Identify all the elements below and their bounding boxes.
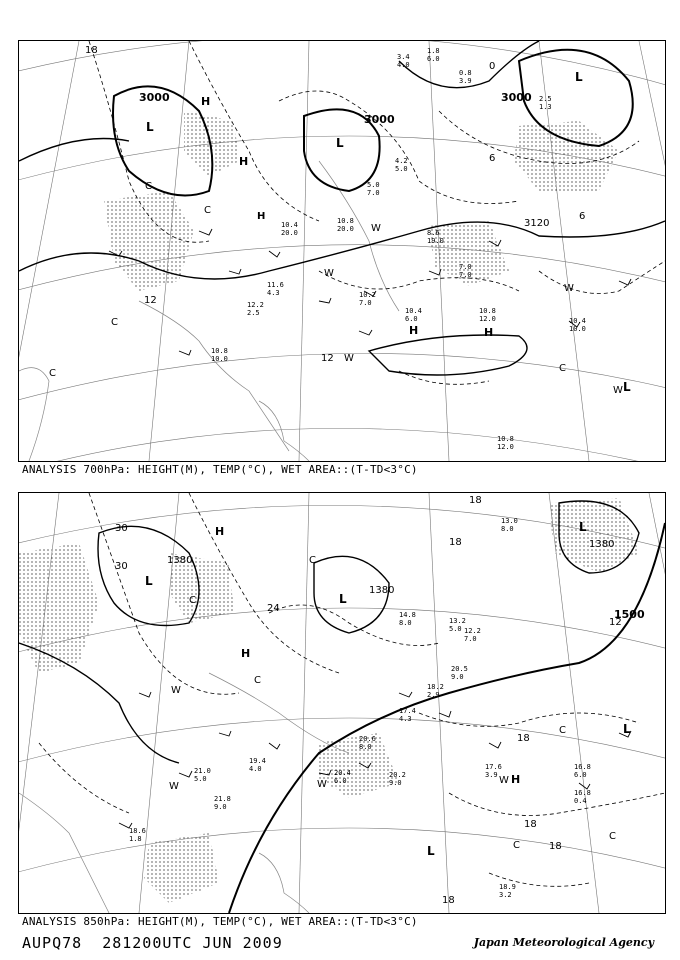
station-dewpoint-depression: 7.0 bbox=[359, 299, 372, 307]
station-temp: 11.6 bbox=[267, 281, 284, 289]
cold-mark: C bbox=[559, 363, 566, 374]
warm-mark: W bbox=[371, 223, 381, 234]
station-dewpoint-depression: 5.0 bbox=[395, 165, 408, 173]
warm-mark: W bbox=[344, 353, 354, 364]
station-temp: 2.5 bbox=[539, 95, 552, 103]
station-temp: 10.8 bbox=[211, 347, 228, 355]
station-dewpoint-depression: 7.0 bbox=[459, 271, 472, 279]
station-temp: 17.4 bbox=[399, 707, 416, 715]
chart-id: AUPQ78 bbox=[22, 934, 83, 952]
station-dewpoint-depression: 0.4 bbox=[574, 797, 587, 805]
map-panel-700hpa bbox=[18, 40, 666, 462]
station-temp: 21.0 bbox=[194, 767, 211, 775]
station-dewpoint-depression: 6.0 bbox=[427, 55, 440, 63]
isotherm-label: 18 bbox=[85, 45, 98, 56]
isotherm-label: 18 bbox=[517, 733, 530, 744]
station-temp: 8.6 bbox=[427, 229, 440, 237]
contour-label: 1500 bbox=[614, 608, 645, 621]
station-temp: 20.2 bbox=[389, 771, 406, 779]
station-temp: 10.8 bbox=[479, 307, 496, 315]
low-center: L bbox=[623, 380, 631, 394]
station-temp: 18.6 bbox=[129, 827, 146, 835]
map-panel-850hpa bbox=[18, 492, 666, 914]
cold-mark: C bbox=[189, 595, 196, 606]
high-center: H bbox=[257, 211, 266, 222]
warm-mark: W bbox=[499, 775, 509, 786]
isotherm-label: 18 bbox=[449, 537, 462, 548]
isotherm-label: 6 bbox=[579, 211, 586, 222]
station-temp: 13.0 bbox=[501, 517, 518, 525]
low-center: L bbox=[575, 70, 583, 84]
low-center: L bbox=[339, 592, 347, 606]
station-temp: 20.4 bbox=[334, 769, 351, 777]
station-dewpoint-depression: 20.0 bbox=[337, 225, 354, 233]
warm-mark: W bbox=[317, 779, 327, 790]
isotherm-label: 18 bbox=[524, 819, 537, 830]
caption-700hpa: ANALYSIS 700hPa: HEIGHT(M), TEMP(°C), WET AREA::(T-TD<3°C) bbox=[22, 463, 418, 476]
station-temp: 12.2 bbox=[464, 627, 481, 635]
station-plots bbox=[211, 47, 586, 451]
station-dewpoint-depression: 3.9 bbox=[485, 771, 498, 779]
station-temp: 18.2 bbox=[427, 683, 444, 691]
station-temp: 10.2 bbox=[359, 291, 376, 299]
station-temp: 19.4 bbox=[249, 757, 266, 765]
high-center: H bbox=[511, 773, 521, 786]
low-center: L bbox=[427, 844, 435, 858]
warm-mark: W bbox=[171, 685, 181, 696]
station-dewpoint-depression: 8.0 bbox=[501, 525, 514, 533]
contour-label: 3120 bbox=[524, 218, 550, 229]
station-dewpoint-depression: 9.0 bbox=[451, 673, 464, 681]
low-center: L bbox=[145, 574, 153, 588]
contour-label: 1380 bbox=[589, 539, 615, 550]
station-temp: 1.8 bbox=[427, 47, 440, 55]
station-temp: 0.8 bbox=[459, 69, 472, 77]
station-dewpoint-depression: 7.0 bbox=[367, 189, 380, 197]
cold-mark: C bbox=[111, 317, 118, 328]
station-temp: 3.4 bbox=[397, 53, 410, 61]
caption-850hpa: ANALYSIS 850hPa: HEIGHT(M), TEMP(°C), WET AREA::(T-TD<3°C) bbox=[22, 915, 418, 928]
valid-time: 281200UTC JUN 2009 bbox=[102, 934, 283, 952]
station-dewpoint-depression: 3.9 bbox=[459, 77, 472, 85]
contour-label: 3000 bbox=[139, 91, 170, 104]
station-temp: 12.2 bbox=[247, 301, 264, 309]
warm-mark: W bbox=[613, 385, 623, 396]
station-dewpoint-depression: 8.0 bbox=[399, 619, 412, 627]
map-700hpa-svg bbox=[19, 41, 665, 461]
isotherm-label: 24 bbox=[267, 603, 280, 614]
warm-mark: W bbox=[169, 781, 179, 792]
station-dewpoint-depression: 4.0 bbox=[397, 61, 410, 69]
cold-mark: C bbox=[145, 181, 152, 192]
station-dewpoint-depression: 4.0 bbox=[249, 765, 262, 773]
high-center: H bbox=[239, 155, 249, 168]
station-temp: 10.4 bbox=[569, 317, 586, 325]
isotherm-label: 6 bbox=[489, 153, 496, 164]
station-dewpoint-depression: 4.3 bbox=[399, 715, 412, 723]
high-center: H bbox=[201, 95, 211, 108]
chart-footer bbox=[22, 934, 283, 952]
isotherm-label: 30 bbox=[115, 523, 128, 534]
map-850hpa-svg bbox=[19, 493, 665, 913]
contour-label: 3000 bbox=[501, 91, 532, 104]
high-center: H bbox=[409, 324, 419, 337]
station-dewpoint-depression: 3.2 bbox=[499, 891, 512, 899]
station-dewpoint-depression: 9.0 bbox=[389, 779, 402, 787]
station-dewpoint-depression: 2.9 bbox=[427, 691, 440, 699]
station-temp: 13.2 bbox=[449, 617, 466, 625]
station-dewpoint-depression: 8.0 bbox=[359, 743, 372, 751]
station-temp: 16.8 bbox=[574, 763, 591, 771]
low-center: L bbox=[146, 120, 154, 134]
station-dewpoint-depression: 9.0 bbox=[214, 803, 227, 811]
cold-mark: C bbox=[559, 725, 566, 736]
station-dewpoint-depression: 12.0 bbox=[479, 315, 496, 323]
station-temp: 10.8 bbox=[497, 435, 514, 443]
station-dewpoint-depression: 6.0 bbox=[405, 315, 418, 323]
station-temp: 10.4 bbox=[405, 307, 422, 315]
cold-mark: C bbox=[49, 368, 56, 379]
isotherm-label: 12 bbox=[609, 617, 622, 628]
low-center: L bbox=[579, 520, 587, 534]
station-dewpoint-depression: 12.0 bbox=[497, 443, 514, 451]
wet-area bbox=[19, 498, 639, 903]
station-dewpoint-depression: 10.0 bbox=[569, 325, 586, 333]
station-dewpoint-depression: 7.0 bbox=[464, 635, 477, 643]
station-temp: 21.8 bbox=[214, 795, 231, 803]
cold-mark: C bbox=[309, 555, 316, 566]
contour-label: 1380 bbox=[167, 555, 193, 566]
station-dewpoint-depression: 6.0 bbox=[574, 771, 587, 779]
high-center: H bbox=[241, 647, 251, 660]
station-dewpoint-depression: 20.0 bbox=[281, 229, 298, 237]
cold-mark: C bbox=[513, 840, 520, 851]
high-center: H bbox=[215, 525, 225, 538]
station-dewpoint-depression: 5.0 bbox=[194, 775, 207, 783]
cold-mark: C bbox=[204, 205, 211, 216]
low-center: L bbox=[623, 722, 631, 736]
isotherm-label: 12 bbox=[321, 353, 334, 364]
contour-label: 1380 bbox=[369, 585, 395, 596]
station-temp: 10.8 bbox=[337, 217, 354, 225]
warm-mark: W bbox=[564, 283, 574, 294]
wet-area bbox=[104, 111, 619, 291]
station-temp: 18.9 bbox=[499, 883, 516, 891]
station-dewpoint-depression: 19.0 bbox=[427, 237, 444, 245]
isotherm-label: 30 bbox=[115, 561, 128, 572]
isotherm-label: 18 bbox=[442, 895, 455, 906]
station-dewpoint-depression: 10.0 bbox=[211, 355, 228, 363]
station-temp: 16.8 bbox=[574, 789, 591, 797]
station-dewpoint-depression: 6.0 bbox=[334, 777, 347, 785]
station-temp: 5.0 bbox=[367, 181, 380, 189]
high-center: H bbox=[484, 326, 494, 339]
station-temp: 14.8 bbox=[399, 611, 416, 619]
station-temp: 10.4 bbox=[281, 221, 298, 229]
station-temp: 4.2 bbox=[395, 157, 408, 165]
contour-label: 3000 bbox=[364, 113, 395, 126]
station-temp: 20.6 bbox=[359, 735, 376, 743]
isotherm-label: 0 bbox=[489, 61, 496, 72]
station-dewpoint-depression: 1.8 bbox=[129, 835, 142, 843]
warm-mark: W bbox=[324, 268, 334, 279]
station-temp: 7.0 bbox=[459, 263, 472, 271]
station-dewpoint-depression: 5.0 bbox=[449, 625, 462, 633]
isotherm-label: 18 bbox=[549, 841, 562, 852]
low-center: L bbox=[336, 136, 344, 150]
cold-mark: C bbox=[254, 675, 261, 686]
isotherm-label: 18 bbox=[469, 495, 482, 506]
cold-mark: C bbox=[609, 831, 616, 842]
isotherm-label: 12 bbox=[144, 295, 157, 306]
station-temp: 20.5 bbox=[451, 665, 468, 673]
station-dewpoint-depression: 1.3 bbox=[539, 103, 552, 111]
station-dewpoint-depression: 2.5 bbox=[247, 309, 260, 317]
agency-name: Japan Meteorological Agency bbox=[473, 936, 654, 949]
station-dewpoint-depression: 4.3 bbox=[267, 289, 280, 297]
station-temp: 17.6 bbox=[485, 763, 502, 771]
